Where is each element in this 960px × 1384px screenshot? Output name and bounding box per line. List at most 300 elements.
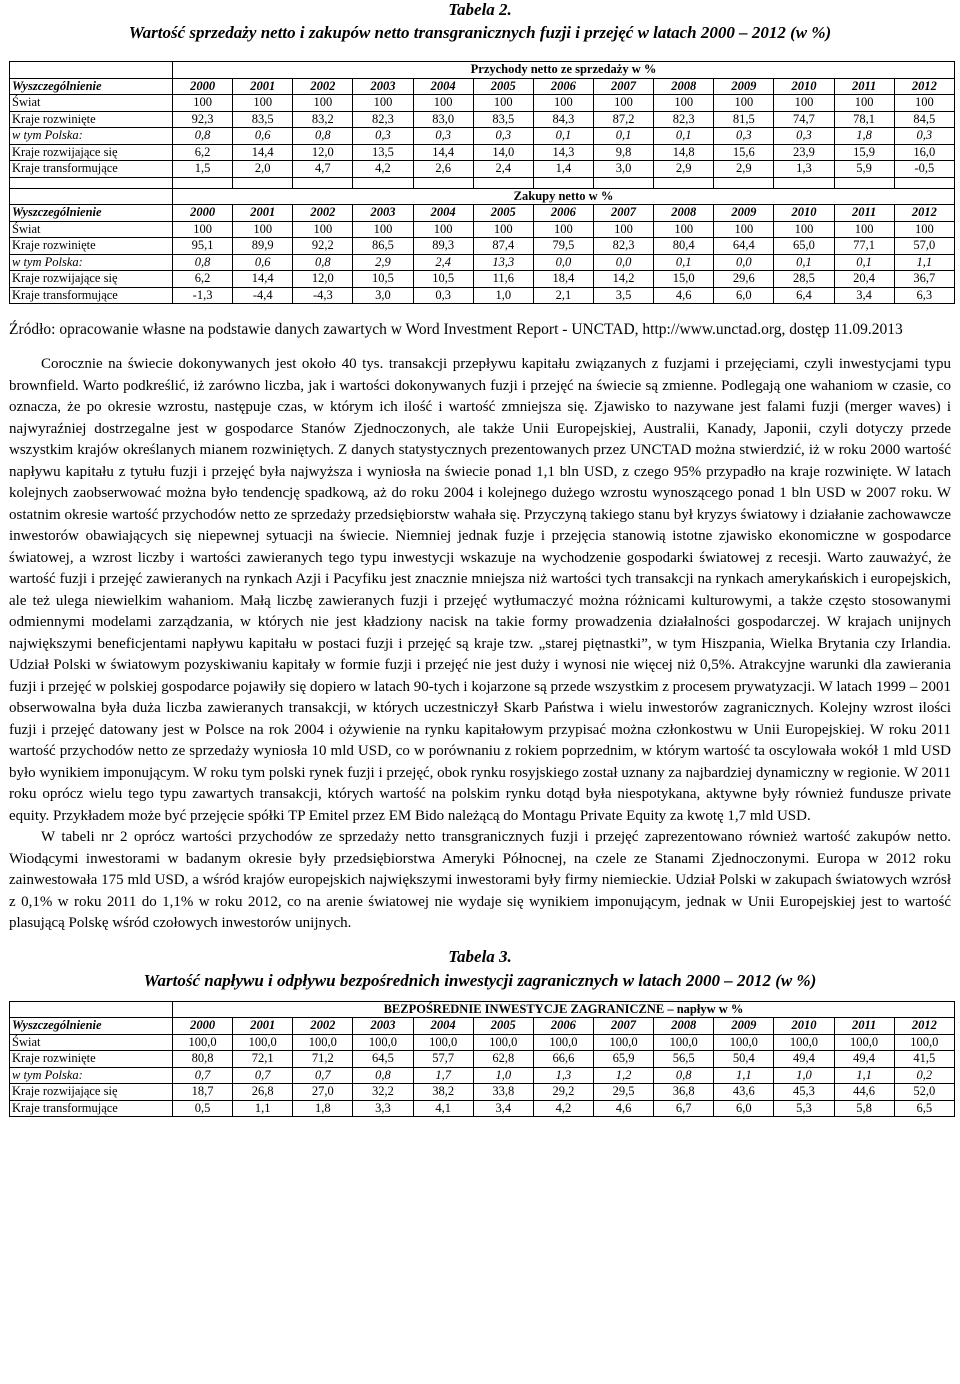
table-cell: 100 [353, 221, 413, 238]
table-cell: 29,6 [714, 271, 774, 288]
row-label: w tym Polska: [10, 128, 173, 145]
table-cell: 6,2 [173, 271, 233, 288]
blank-cell [774, 177, 834, 188]
year-header: 2004 [413, 78, 473, 95]
year-header: 2000 [173, 205, 233, 222]
row-label: Kraje rozwinięte [10, 238, 173, 255]
table-cell: 41,5 [894, 1051, 954, 1068]
year-header: 2001 [233, 78, 293, 95]
table-cell: 100 [293, 221, 353, 238]
table-cell: 52,0 [894, 1084, 954, 1101]
table-cell: 44,6 [834, 1084, 894, 1101]
table-cell: 1,5 [173, 161, 233, 178]
table-cell: 100,0 [173, 1034, 233, 1051]
table3-label: Tabela 3. [448, 946, 512, 966]
year-header: 2000 [173, 1018, 233, 1035]
blank-cell [293, 177, 353, 188]
table-cell: 13,3 [473, 254, 533, 271]
header-label: Wyszczególnienie [10, 78, 173, 95]
table-cell: 1,8 [834, 128, 894, 145]
table-cell: 9,8 [593, 144, 653, 161]
table-cell: 0,0 [533, 254, 593, 271]
table-cell: 20,4 [834, 271, 894, 288]
section-row [10, 188, 955, 205]
table-cell: 89,3 [413, 238, 473, 255]
row-label: Kraje rozwijające się [10, 144, 173, 161]
table-cell: 1,3 [533, 1067, 593, 1084]
year-header: 2005 [473, 78, 533, 95]
year-header: 2002 [293, 205, 353, 222]
table-cell: 38,2 [413, 1084, 473, 1101]
paragraph-1: Corocznie na świecie dokonywanych jest około 40 tys. transakcji przepływu kapitału związanych z fuzjami i przejęciami, czyli inwestycjami typu brownfield. Warto podkreślić, iż zarówno liczba, jak i wartości dokonywanych fuzji i przejęć na świecie są zmienne. Podlegają one wahaniom w czasie, co oznacza, że po okresie wzrostu, następuje czas, w którym ich ilość i wartość zmniejsza się. Zjawisko to nazywane jest falami fuzji (merger waves) i najwyraźniej dostrzegalne jest w gospodarce Stanów Zjednoczonych, ale także Unii Europejskiej, Australii, Kanady, Japonii, czyli dotyczy przede wszystkim krajów określanych mianem rozwiniętych. Z danych statystycznych prezentowanych przez UNCTAD można stwierdzić, iż w roku 2000 wartość napływu kapitału z tytułu fuzji i przejęć była najwyższa i wyniosła na świecie ponad 1,1 bln USD, z czego 95% przypadło na kraje rozwinięte. W latach kolejnych zaobserwować można było tendencję spadkową, aż do roku 2004 i kolejnego dużego wzrostu wynoszącego ponad 1 bln USD w 2007 roku. W ostatnim okresie wartość przychodów netto ze sprzedaży przedsiębiorstw wahała się. Przyczyną takiego stanu był kryzys światowy i działanie zachowawcze inwestorów obawiających się niepewnej sytuacji na świecie. Niemniej jednak fuzje i przejęcia stanowią istotne zjawisko ekonomiczne w gospodarce światowej, a wzrost liczby i wartości zawieranych tego typu inwestycji wskazuje na wychodzenie gospodarki światowej z recesji. Warto zauważyć, że wartość fuzji i przejęć zawieranych na rynkach Azji i Pacyfiku jest znacznie mniejsza niż wartości tych transakcji na rynkach amerykańskich i europejskich, ale też ulega niewielkim wahaniom. Małą liczbę zawieranych fuzji i przejęć wytłumaczyć można różnicami kulturowymi, a także często stosowanymi odmiennymi modelami zarządzania, w których nie jest kładziony nacisk na takie formy prowadzenia działalności gospodarczej. W krajach unijnych największymi beneficjentami napływu kapitału w postaci fuzji i przejęć są kraje tzw. „starej piętnastki”, w tym Hiszpania, Wielka Brytania czy Irlandia. Udział Polski w światowym pozyskiwaniu kapitały w formie fuzji i przejęć nie jest duży i wynosi nie więcej niż 0,5%. Atrakcyjne warunki dla zawierania fuzji i przejęć w polskiej gospodarce pojawiły się dopiero w latach 90-tych i kojarzone są przede wszystkim z procesem prywatyzacji. W latach 1999 – 2001 obserwowalna była duża liczba zawieranych transakcji, w których uczestniczył Skarb Państwa i wielu inwestorów zagranicznych. Kolejny wzrost ilości fuzji i przejęć datowany jest w Polsce na rok 2004 i ożywienie na rynku kapitałowym przypisać można członkostwu w Unii Europejskiej. W roku 2011 wartość przychodów netto ze sprzedaży wyniosła 10 mld USD, co w porównaniu z rokiem poprzednim, w którym wartość ta oscylowała wokół 1 mld USD było wynikiem imponującym. W roku tym polski rynek fuzji i przejęć, obok rynku rosyjskiego został uznany za najbardziej dynamiczny w regionie. W 2011 roku oprócz wielu tego typu zawartych transakcji, których wartość na polskim rynku dotąd była niespotykana, aktywne były również fundusze private equity. Przykładem może być przejęcie spółki TP Emitel przez EM Bido należącą do Montagu Private Equity za kwotę 1,7 mld USD. [9, 356, 951, 824]
table-cell: 6,0 [714, 1100, 774, 1117]
table-cell: 100,0 [293, 1034, 353, 1051]
table-cell: 0,3 [413, 287, 473, 304]
table3-title: Wartość napływu i odpływu bezpośrednich inwestycji zagranicznych w latach 2000 – 2012 (w %) [143, 970, 817, 990]
table-cell: 0,1 [533, 128, 593, 145]
table-cell: 100,0 [353, 1034, 413, 1051]
table-cell: 100 [714, 95, 774, 112]
table-cell: 0,1 [834, 254, 894, 271]
table-cell: 2,9 [654, 161, 714, 178]
table-cell: 0,8 [173, 254, 233, 271]
table-cell: -0,5 [894, 161, 954, 178]
row-label: w tym Polska: [10, 254, 173, 271]
year-header: 2012 [894, 1018, 954, 1035]
table-cell: 100 [834, 221, 894, 238]
table-cell: 100,0 [834, 1034, 894, 1051]
table-cell: 80,4 [654, 238, 714, 255]
table-cell: 0,3 [473, 128, 533, 145]
table-cell: 4,7 [293, 161, 353, 178]
table-cell: 100 [533, 221, 593, 238]
table-cell: 2,1 [533, 287, 593, 304]
table-cell: 1,7 [413, 1067, 473, 1084]
table-cell: 26,8 [233, 1084, 293, 1101]
table-row [10, 1084, 955, 1101]
table-cell: 80,8 [173, 1051, 233, 1068]
table-cell: 36,7 [894, 271, 954, 288]
table-cell: 100 [774, 221, 834, 238]
section-title-fdi: BEZPOŚREDNIE INWESTYCJE ZAGRANICZNE – napływ w % [173, 1001, 955, 1018]
table-cell: 12,0 [293, 144, 353, 161]
table-cell: 100 [173, 95, 233, 112]
table-cell: 16,0 [894, 144, 954, 161]
table-cell: 100 [473, 221, 533, 238]
table-cell: 83,2 [293, 111, 353, 128]
paragraph-2: W tabeli nr 2 oprócz wartości przychodów ze sprzedaży netto transgranicznych fuzji i przejęć zaprezentowano również wartość zakupów netto. Wiodącymi inwestorami w badanym okresie były przedsiębiorstwa Ameryki Północnej, na czele ze Stanami Zjednoczonymi. Europa w 2012 roku zainwestowała 175 mld USD, a wśród krajów europejskich największymi inwestorami były firmy niemieckie. Udział Polski w zakupach światowych wzrósł z 0,1% w roku 2011 do 1,1% w roku 2012, co na arenie światowej nie wydaje się wynikiem imponującym, jednak w Unii Europejskiej jest to wartość plasującą Polskę wśród czołowych inwestorów unijnych. [9, 829, 951, 931]
table-cell: 0,0 [593, 254, 653, 271]
table-cell: 33,8 [473, 1084, 533, 1101]
table-row [10, 144, 955, 161]
table-cell: 78,1 [834, 111, 894, 128]
table-cell: 82,3 [654, 111, 714, 128]
table-cell: 81,5 [714, 111, 774, 128]
table-cell: 29,2 [533, 1084, 593, 1101]
table-row [10, 111, 955, 128]
table-cell: 83,5 [233, 111, 293, 128]
source-note: Źródło: opracowanie własne na podstawie danych zawartych w Word Investment Report - UNCTAD, http://www.unctad.org, dostęp 11.09.2013 [9, 321, 903, 338]
table-cell: 100,0 [233, 1034, 293, 1051]
table-cell: 1,0 [473, 1067, 533, 1084]
table-cell: 0,8 [353, 1067, 413, 1084]
table-cell: 100 [834, 95, 894, 112]
table-row [10, 221, 955, 238]
blank-cell [10, 188, 173, 205]
table-cell: 0,8 [293, 128, 353, 145]
blank-cell [533, 177, 593, 188]
table-cell: 0,6 [233, 254, 293, 271]
table-row [10, 254, 955, 271]
table-cell: 14,8 [654, 144, 714, 161]
table-cell: 74,7 [774, 111, 834, 128]
table-cell: 100 [894, 95, 954, 112]
table-cell: 95,1 [173, 238, 233, 255]
header-row [10, 205, 955, 222]
row-label: Kraje rozwinięte [10, 111, 173, 128]
blank-cell [834, 177, 894, 188]
spacer-row [10, 177, 955, 188]
table-cell: 32,2 [353, 1084, 413, 1101]
table-cell: 0,3 [353, 128, 413, 145]
table-cell: 36,8 [654, 1084, 714, 1101]
table-cell: 79,5 [533, 238, 593, 255]
table-cell: 0,3 [774, 128, 834, 145]
blank-cell [654, 177, 714, 188]
header-label: Wyszczególnienie [10, 1018, 173, 1035]
table-cell: 0,1 [593, 128, 653, 145]
row-label: Kraje rozwinięte [10, 1051, 173, 1068]
blank-cell [593, 177, 653, 188]
year-header: 2001 [233, 205, 293, 222]
row-label: Kraje rozwijające się [10, 1084, 173, 1101]
table-cell: 23,9 [774, 144, 834, 161]
table-cell: 14,2 [593, 271, 653, 288]
year-header: 2011 [834, 205, 894, 222]
table-cell: 65,9 [593, 1051, 653, 1068]
table-cell: 1,0 [774, 1067, 834, 1084]
table-cell: 1,0 [473, 287, 533, 304]
table-cell: 2,9 [714, 161, 774, 178]
table-cell: 100 [654, 221, 714, 238]
year-header: 2000 [173, 78, 233, 95]
table-cell: 5,9 [834, 161, 894, 178]
table-cell: 28,5 [774, 271, 834, 288]
table-row [10, 1034, 955, 1051]
table-row [10, 1067, 955, 1084]
table-cell: 77,1 [834, 238, 894, 255]
blank-cell [10, 177, 173, 188]
table-cell: 3,5 [593, 287, 653, 304]
year-header: 2012 [894, 205, 954, 222]
table-cell: 64,4 [714, 238, 774, 255]
table-cell: 100 [894, 221, 954, 238]
table-cell: 18,7 [173, 1084, 233, 1101]
table-cell: 1,1 [894, 254, 954, 271]
table-cell: 56,5 [654, 1051, 714, 1068]
table-cell: 100,0 [654, 1034, 714, 1051]
table-cell: 15,6 [714, 144, 774, 161]
table3 [9, 1001, 955, 1118]
blank-cell [353, 177, 413, 188]
year-header: 2002 [293, 78, 353, 95]
table-cell: 2,4 [413, 254, 473, 271]
table-cell: 71,2 [293, 1051, 353, 1068]
table-cell: 0,3 [413, 128, 473, 145]
year-header: 2002 [293, 1018, 353, 1035]
table-cell: 50,4 [714, 1051, 774, 1068]
table-cell: 45,3 [774, 1084, 834, 1101]
table-cell: 15,9 [834, 144, 894, 161]
blank-cell [233, 177, 293, 188]
year-header: 2008 [654, 205, 714, 222]
table-row [10, 287, 955, 304]
table-cell: 100 [233, 95, 293, 112]
table-cell: 100,0 [413, 1034, 473, 1051]
table-cell: 100 [473, 95, 533, 112]
table-cell: 1,1 [233, 1100, 293, 1117]
table-cell: 49,4 [774, 1051, 834, 1068]
table-cell: 100 [654, 95, 714, 112]
table-cell: 0,7 [233, 1067, 293, 1084]
row-label: w tym Polska: [10, 1067, 173, 1084]
year-header: 2007 [593, 1018, 653, 1035]
table-cell: 72,1 [233, 1051, 293, 1068]
table-cell: 0,8 [173, 128, 233, 145]
table-cell: 0,8 [293, 254, 353, 271]
table-cell: 87,2 [593, 111, 653, 128]
table-row [10, 271, 955, 288]
year-header: 2003 [353, 1018, 413, 1035]
table-cell: 83,0 [413, 111, 473, 128]
blank-cell [473, 177, 533, 188]
section-title-purchases: Zakupy netto w % [173, 188, 955, 205]
year-header: 2009 [714, 78, 774, 95]
table-cell: 4,6 [593, 1100, 653, 1117]
table-cell: 1,4 [533, 161, 593, 178]
table-cell: -4,4 [233, 287, 293, 304]
table-cell: 0,7 [173, 1067, 233, 1084]
table-cell: 2,0 [233, 161, 293, 178]
year-header: 2006 [533, 1018, 593, 1035]
header-row [10, 1018, 955, 1035]
table-cell: 100 [593, 221, 653, 238]
table-cell: 100 [774, 95, 834, 112]
table-cell: 57,0 [894, 238, 954, 255]
table-cell: 14,0 [473, 144, 533, 161]
row-label: Świat [10, 95, 173, 112]
blank-cell [894, 177, 954, 188]
table-cell: 0,3 [894, 128, 954, 145]
blank-cell [714, 177, 774, 188]
table-cell: 11,6 [473, 271, 533, 288]
table-cell: -1,3 [173, 287, 233, 304]
table-cell: 1,2 [593, 1067, 653, 1084]
table-cell: 10,5 [413, 271, 473, 288]
table-row [10, 1100, 955, 1117]
table-cell: 100,0 [894, 1034, 954, 1051]
table-cell: 100 [413, 221, 473, 238]
table-cell: 66,6 [533, 1051, 593, 1068]
row-label: Kraje transformujące [10, 1100, 173, 1117]
blank-cell [10, 1001, 173, 1018]
section-row [10, 1001, 955, 1018]
table-cell: 84,3 [533, 111, 593, 128]
table-cell: 2,6 [413, 161, 473, 178]
table-cell: 6,2 [173, 144, 233, 161]
table-cell: 0,1 [654, 128, 714, 145]
table2-label: Tabela 2. [448, 0, 512, 19]
table-cell: 100 [293, 95, 353, 112]
table-cell: 2,9 [353, 254, 413, 271]
table-cell: 49,4 [834, 1051, 894, 1068]
table-cell: 4,2 [533, 1100, 593, 1117]
year-header: 2007 [593, 78, 653, 95]
table-row [10, 128, 955, 145]
table-row [10, 95, 955, 112]
table-cell: 92,2 [293, 238, 353, 255]
year-header: 2005 [473, 1018, 533, 1035]
table-cell: 5,8 [834, 1100, 894, 1117]
row-label: Kraje transformujące [10, 287, 173, 304]
table-cell: 100,0 [774, 1034, 834, 1051]
table2-title: Wartość sprzedaży netto i zakupów netto transgranicznych fuzji i przejęć w latach 2000 – 2012 (w %) [128, 23, 832, 42]
header-row [10, 78, 955, 95]
table-cell: 14,4 [233, 271, 293, 288]
table-cell: 100 [353, 95, 413, 112]
year-header: 2008 [654, 78, 714, 95]
year-header: 2007 [593, 205, 653, 222]
table-cell: 100,0 [714, 1034, 774, 1051]
blank-cell [413, 177, 473, 188]
table-cell: 5,3 [774, 1100, 834, 1117]
year-header: 2010 [774, 1018, 834, 1035]
table-cell: 14,4 [233, 144, 293, 161]
year-header: 2010 [774, 78, 834, 95]
table-cell: 100 [593, 95, 653, 112]
table-cell: 6,0 [714, 287, 774, 304]
table-cell: 0,1 [774, 254, 834, 271]
table-cell: 83,5 [473, 111, 533, 128]
table-cell: 10,5 [353, 271, 413, 288]
table-row [10, 238, 955, 255]
table-cell: 6,7 [654, 1100, 714, 1117]
table-cell: 87,4 [473, 238, 533, 255]
table-cell: 100,0 [533, 1034, 593, 1051]
table-cell: 12,0 [293, 271, 353, 288]
year-header: 2003 [353, 205, 413, 222]
table-cell: 100 [233, 221, 293, 238]
table3-body [10, 1001, 955, 1117]
table-cell: 3,0 [593, 161, 653, 178]
table-cell: 3,3 [353, 1100, 413, 1117]
table-cell: 18,4 [533, 271, 593, 288]
table-cell: 6,4 [774, 287, 834, 304]
table-cell: 100 [714, 221, 774, 238]
section-row [10, 62, 955, 79]
table-cell: 2,4 [473, 161, 533, 178]
year-header: 2001 [233, 1018, 293, 1035]
table2-body [10, 62, 955, 304]
table-cell: 0,1 [654, 254, 714, 271]
year-header: 2005 [473, 205, 533, 222]
table-cell: -4,3 [293, 287, 353, 304]
table-row [10, 1051, 955, 1068]
year-header: 2003 [353, 78, 413, 95]
table-cell: 1,1 [834, 1067, 894, 1084]
table-cell: 0,2 [894, 1067, 954, 1084]
table-cell: 100,0 [593, 1034, 653, 1051]
year-header: 2004 [413, 205, 473, 222]
body-text [0, 354, 960, 935]
row-label: Kraje transformujące [10, 161, 173, 178]
table-cell: 4,2 [353, 161, 413, 178]
table-row [10, 161, 955, 178]
table-cell: 92,3 [173, 111, 233, 128]
row-label: Kraje rozwijające się [10, 271, 173, 288]
year-header: 2006 [533, 78, 593, 95]
table-cell: 1,3 [774, 161, 834, 178]
table-cell: 1,1 [714, 1067, 774, 1084]
year-header: 2004 [413, 1018, 473, 1035]
year-header: 2010 [774, 205, 834, 222]
table-cell: 0,6 [233, 128, 293, 145]
table2 [9, 61, 955, 304]
year-header: 2008 [654, 1018, 714, 1035]
table-cell: 100 [413, 95, 473, 112]
table-cell: 29,5 [593, 1084, 653, 1101]
row-label: Świat [10, 221, 173, 238]
table-cell: 64,5 [353, 1051, 413, 1068]
table-cell: 6,3 [894, 287, 954, 304]
table-cell: 0,7 [293, 1067, 353, 1084]
blank-cell [10, 62, 173, 79]
table-cell: 86,5 [353, 238, 413, 255]
blank-cell [173, 177, 233, 188]
table-cell: 1,8 [293, 1100, 353, 1117]
table-cell: 100,0 [473, 1034, 533, 1051]
row-label: Świat [10, 1034, 173, 1051]
table-cell: 0,5 [173, 1100, 233, 1117]
year-header: 2011 [834, 1018, 894, 1035]
table-cell: 6,5 [894, 1100, 954, 1117]
table-cell: 57,7 [413, 1051, 473, 1068]
table-cell: 82,3 [593, 238, 653, 255]
table-cell: 0,3 [714, 128, 774, 145]
table-cell: 14,4 [413, 144, 473, 161]
table-cell: 13,5 [353, 144, 413, 161]
year-header: 2006 [533, 205, 593, 222]
year-header: 2009 [714, 1018, 774, 1035]
table-cell: 43,6 [714, 1084, 774, 1101]
table-cell: 100 [173, 221, 233, 238]
table-cell: 27,0 [293, 1084, 353, 1101]
table-cell: 3,0 [353, 287, 413, 304]
table-cell: 0,8 [654, 1067, 714, 1084]
table-cell: 4,6 [654, 287, 714, 304]
header-label: Wyszczególnienie [10, 205, 173, 222]
table-cell: 4,1 [413, 1100, 473, 1117]
year-header: 2012 [894, 78, 954, 95]
table-cell: 65,0 [774, 238, 834, 255]
table-cell: 14,3 [533, 144, 593, 161]
section-title-revenue: Przychody netto ze sprzedaży w % [173, 62, 955, 79]
table-cell: 100 [533, 95, 593, 112]
year-header: 2011 [834, 78, 894, 95]
table-cell: 15,0 [654, 271, 714, 288]
year-header: 2009 [714, 205, 774, 222]
table-cell: 62,8 [473, 1051, 533, 1068]
